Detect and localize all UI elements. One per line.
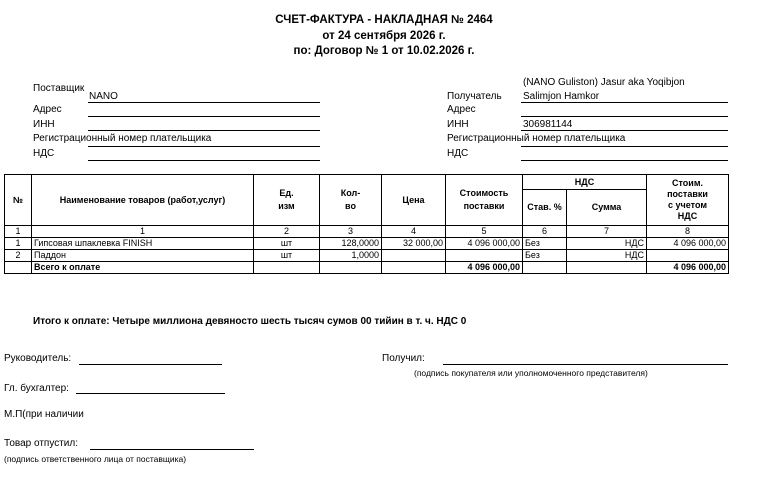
row-price: 32 000,00	[382, 238, 446, 250]
row-name: Гипсовая шпаклевка FINISH	[32, 238, 254, 250]
invoice-date: от 24 сентября 2026 г.	[322, 30, 446, 42]
received-sign-line	[443, 364, 728, 365]
row-vat-rate: Без	[523, 238, 567, 250]
row-cost	[446, 250, 523, 262]
released-note: (подпись ответственного лица от поставщика)	[4, 454, 187, 464]
released-label: Товар отпустил:	[4, 438, 78, 449]
invoice-title: СЧЕТ-ФАКТУРА - НАКЛАДНАЯ № 2464	[275, 14, 493, 26]
table-row	[5, 238, 729, 250]
supplier-vat-label: НДС	[33, 148, 55, 159]
recipient-address-line	[521, 116, 728, 117]
row-total	[647, 250, 729, 262]
col-header-cost: Стоимость поставки	[446, 175, 523, 226]
col-header-total: Стоим. поставки с учетом НДС	[647, 175, 729, 226]
row-vat-rate: Без	[523, 250, 567, 262]
col-header-qty: Кол- во	[320, 175, 382, 226]
row-total: 4 096 000,00	[647, 238, 729, 250]
supplier-reg-label: Регистрационный номер плательщика	[33, 133, 212, 144]
invoice-contract: по: Договор № 1 от 10.02.2026 г.	[293, 45, 475, 57]
row-name: Паддон	[32, 250, 254, 262]
supplier-label: Поставщик	[33, 83, 85, 94]
accountant-label: Гл. бухгалтер:	[4, 383, 69, 394]
col-number: 8	[647, 226, 729, 238]
col-number: 2	[254, 226, 320, 238]
seal-label: М.П(при наличии	[4, 409, 84, 420]
row-qty: 1,0000	[320, 250, 382, 262]
recipient-vat-line	[521, 160, 728, 161]
supplier-reg-line	[88, 146, 320, 147]
col-number: 7	[567, 226, 647, 238]
footer-empty	[5, 262, 32, 274]
col-number: 1	[32, 226, 254, 238]
recipient-inn-value: 306981144	[523, 119, 573, 130]
col-header-name: Наименование товаров (работ,услуг)	[32, 175, 254, 226]
recipient-address-label: Адрес	[447, 104, 476, 115]
recipient-reg-line	[521, 146, 728, 147]
manager-sign-line	[79, 364, 222, 365]
footer-total: 4 096 000,00	[647, 262, 729, 274]
accountant-sign-line	[76, 393, 225, 394]
col-header-vat: НДС	[523, 175, 647, 190]
row-unit: шт	[254, 238, 320, 250]
column-number-row	[5, 226, 729, 238]
row-vat-sum: НДС	[567, 250, 647, 262]
col-number: 4	[382, 226, 446, 238]
supplier-vat-line	[88, 160, 320, 161]
col-header-price: Цена	[382, 175, 446, 226]
recipient-name-line2: Salimjon Hamkor	[523, 91, 600, 102]
received-label: Получил:	[382, 353, 425, 364]
col-header-vat-rate: Став. %	[523, 190, 567, 226]
manager-label: Руководитель:	[4, 353, 72, 364]
recipient-inn-label: ИНН	[447, 119, 469, 130]
recipient-vat-label: НДС	[447, 148, 469, 159]
recipient-label: Получатель	[447, 91, 502, 102]
supplier-address-label: Адрес	[33, 104, 62, 115]
footer-empty	[523, 262, 567, 274]
supplier-value: NANO	[89, 91, 118, 102]
table-footer-row	[5, 262, 729, 274]
total-in-words: Итого к оплате: Четыре миллиона девяносто шесть тысяч сумов 00 тийин в т. ч. НДС 0	[33, 316, 467, 327]
recipient-name-line1: (NANO Guliston) Jasur aka Yoqibjon	[523, 77, 685, 88]
items-table	[4, 174, 729, 274]
col-header-unit: Ед. изм	[254, 175, 320, 226]
row-vat-sum: НДС	[567, 238, 647, 250]
footer-empty	[382, 262, 446, 274]
footer-empty	[320, 262, 382, 274]
supplier-inn-line	[88, 130, 320, 131]
recipient-inn-line	[521, 130, 728, 131]
released-sign-line	[90, 449, 254, 450]
recipient-underline	[521, 102, 728, 103]
col-header-vat-sum: Сумма	[567, 190, 647, 226]
row-price	[382, 250, 446, 262]
row-unit: шт	[254, 250, 320, 262]
col-number: 6	[523, 226, 567, 238]
footer-label: Всего к оплате	[32, 262, 254, 274]
row-num: 1	[5, 238, 32, 250]
recipient-reg-label: Регистрационный номер плательщика	[447, 133, 626, 144]
col-number: 3	[320, 226, 382, 238]
footer-cost: 4 096 000,00	[446, 262, 523, 274]
footer-empty	[254, 262, 320, 274]
col-number: 1	[5, 226, 32, 238]
row-num: 2	[5, 250, 32, 262]
col-number: 5	[446, 226, 523, 238]
row-qty: 128,0000	[320, 238, 382, 250]
received-note: (подпись покупателя или уполномоченного представителя)	[414, 368, 648, 378]
supplier-inn-label: ИНН	[33, 119, 55, 130]
table-row	[5, 250, 729, 262]
footer-empty	[567, 262, 647, 274]
supplier-address-line	[88, 116, 320, 117]
row-cost: 4 096 000,00	[446, 238, 523, 250]
col-header-num: №	[5, 175, 32, 226]
supplier-underline	[88, 102, 320, 103]
